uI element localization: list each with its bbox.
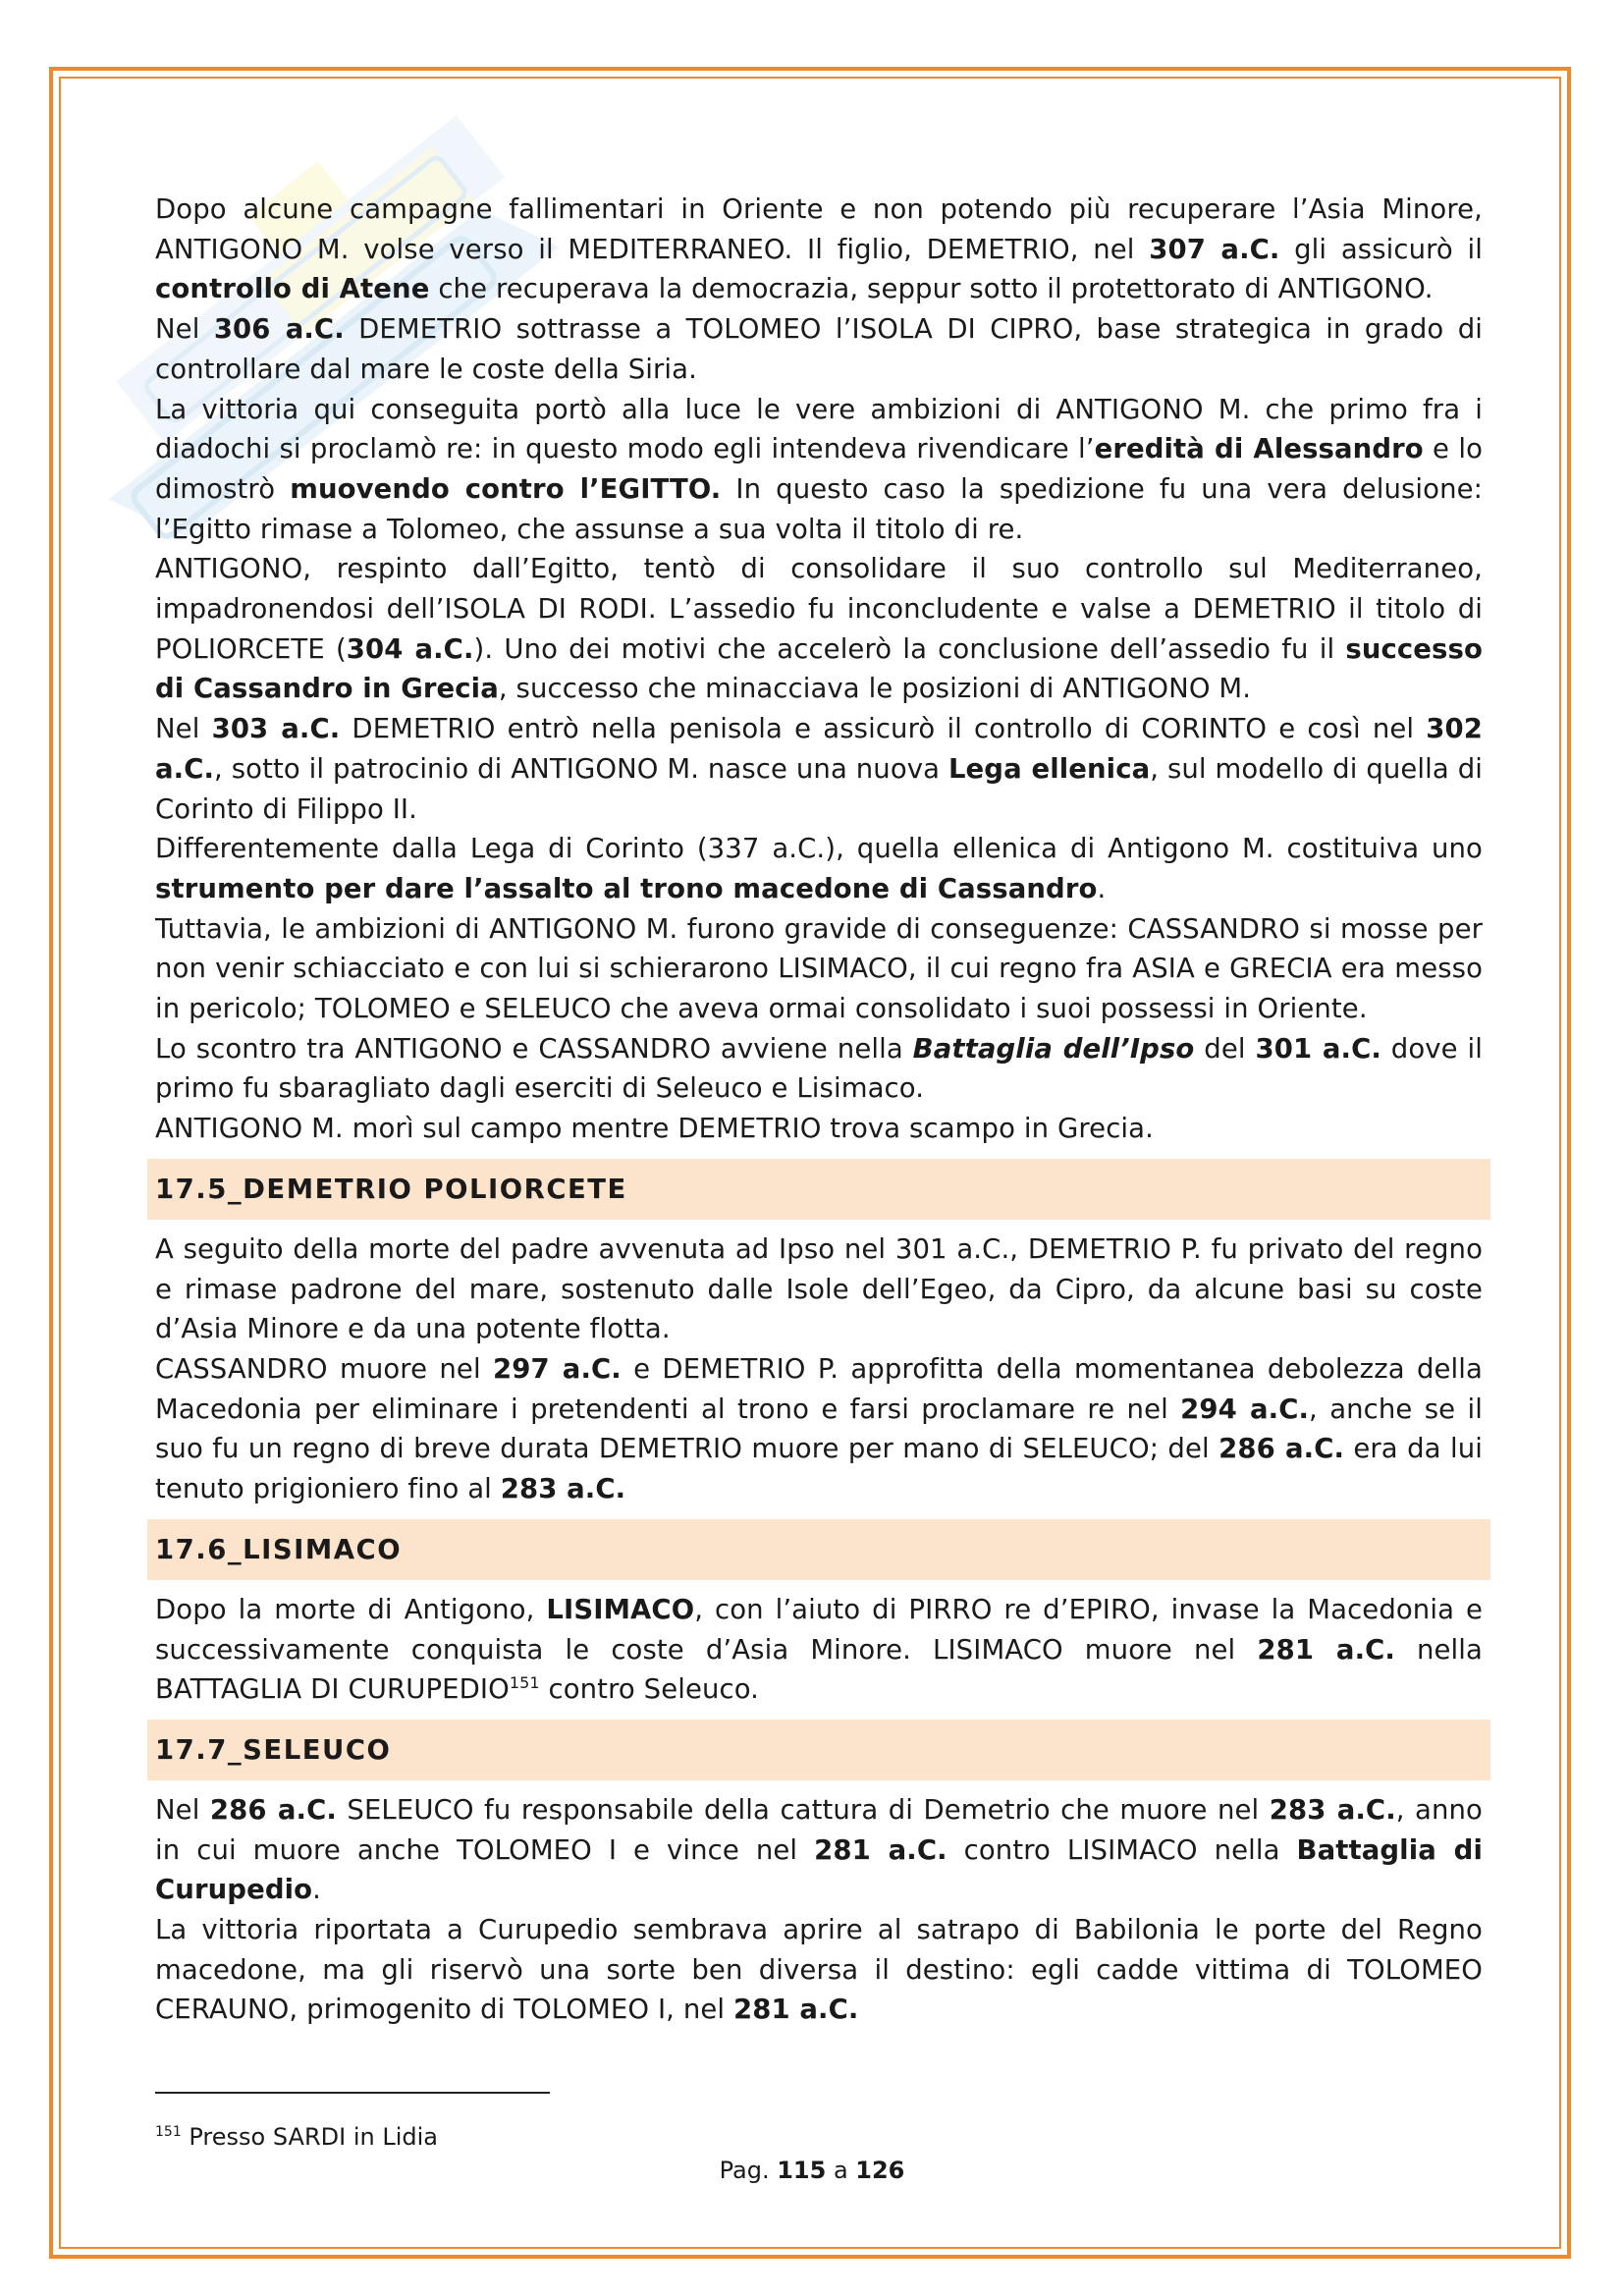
bold-text: 281 a.C.: [733, 1994, 859, 2026]
bold-text: 304 a.C.: [346, 632, 474, 665]
bold-text: controllo di Atene: [155, 273, 430, 305]
text-run: , anno in cui muore anche TOLOMEO I e vince nel: [155, 1793, 1483, 1866]
bold-text: 286 a.C.: [1218, 1433, 1345, 1465]
text-run: e DEMETRIO P. approfitta della momentanea debolezza della Macedonia per eliminare i pretendenti al trono e farsi proclamare re nel: [155, 1352, 1483, 1425]
section-heading-lisimaco: 17.6_LISIMACO: [147, 1519, 1490, 1580]
bold-text: 302 a.C.: [155, 713, 1483, 785]
section-seleuco-body: [155, 1790, 1483, 2030]
section-demetrio-body: [155, 1230, 1483, 1509]
bold-text: 294 a.C.: [1180, 1393, 1310, 1425]
page-number: [0, 2157, 1624, 2184]
page-sep: a: [826, 2157, 856, 2184]
text-run: ANTIGONO M. morì sul campo mentre DEMETRIO trova scampo in Grecia.: [155, 1113, 1154, 1145]
text-run: gli assicurò il: [1279, 233, 1483, 265]
text-run: In questo caso la spedizione fu una vera delusione: l’Egitto rimase a Tolomeo, che assunse a sua volta il titolo di re.: [155, 472, 1483, 545]
paragraph: [155, 829, 1483, 908]
text-run: Nel: [155, 1793, 210, 1826]
bold-text: 306 a.C.: [213, 313, 345, 346]
text-run: .: [312, 1874, 321, 1906]
text-run: dove il primo fu sbaragliato dagli eserciti di Seleuco e Lisimaco.: [155, 1032, 1484, 1105]
text-run: ANTIGONO, respinto dall’Egitto, tentò di consolidare il suo controllo sul Mediterraneo, impadronendosi dell’ISOLA DI RODI. L’assedio fu inconcludente e valse a DEMETRIO il titolo di POLIORCETE (: [155, 553, 1483, 665]
text-run: Dopo la morte di Antigono,: [155, 1593, 547, 1625]
bold-text: 286 a.C.: [209, 1793, 337, 1826]
text-run: , sul modello di quella di Corinto di Filippo II.: [155, 752, 1484, 825]
paragraph: [155, 1029, 1483, 1109]
paragraph: [155, 390, 1483, 550]
text-run: A seguito della morte del padre avvenuta ad Ipso nel 301 a.C., DEMETRIO P. fu privato del regno e rimase padrone del mare, sostenuto dalle Isole dell’Egeo, da Cipro, da alcune basi su coste d’Asia Minore e da una potente flotta.: [155, 1232, 1483, 1345]
paragraph: [155, 909, 1483, 1029]
text-run: contro LISIMACO nella: [947, 1833, 1297, 1866]
text-run: .: [1097, 872, 1107, 904]
bold-text: 283 a.C.: [500, 1473, 626, 1505]
text-run: che recuperava la democrazia, seppur sotto il protettorato di ANTIGONO.: [429, 273, 1434, 305]
bold-text: 283 a.C.: [1269, 1793, 1396, 1826]
bold-text: successo di Cassandro in Grecia: [155, 632, 1483, 705]
text-run: del: [1194, 1032, 1256, 1065]
text-run: Differentemente dalla Lega di Corinto (337 a.C.), quella ellenica di Antigono M. costituiva uno: [155, 833, 1483, 865]
text-run: , sotto il patrocinio di ANTIGONO M. nasce una nuova: [214, 752, 948, 785]
section-lisimaco-body: [155, 1590, 1483, 1710]
bold-text: 301 a.C.: [1255, 1032, 1381, 1065]
text-run: SELEUCO fu responsabile della cattura di Demetrio che muore nel: [336, 1793, 1270, 1826]
page-content: [155, 190, 1483, 2030]
text-run: La vittoria qui conseguita portò alla luce le vere ambizioni di ANTIGONO M. che primo fra i diadochi si proclamò re: in questo modo egli intendeva rivendicare l’: [155, 393, 1483, 465]
paragraph: [155, 549, 1483, 709]
footnote-number: 151: [155, 2124, 182, 2140]
text-run: DEMETRIO sottrasse a TOLOMEO l’ISOLA DI CIPRO, base strategica in grado di controllare dal mare le coste della Siria.: [155, 313, 1483, 385]
page-prefix: Pag.: [719, 2157, 778, 2184]
bold-text: Lega ellenica: [947, 752, 1151, 785]
bold-text: eredità di Alessandro: [1094, 433, 1424, 465]
text-run: La vittoria riportata a Curupedio sembrava aprire al satrapo di Babilonia le porte del Regno macedone, ma gli riservò una sorte ben diversa il destino: egli cadde vittima di TOLOMEO CERAUNO, primogenito di TOLOMEO I, nel: [155, 1914, 1483, 2026]
bold-text: muovendo contro l’EGITTO.: [290, 472, 722, 505]
bold-text: Battaglia di Curupedio: [155, 1833, 1483, 1906]
text-run: nella BATTAGLIA DI CURUPEDIO: [155, 1633, 1483, 1706]
text-run: era da lui tenuto prigioniero fino al: [155, 1433, 1483, 1505]
paragraph: [155, 1910, 1483, 2030]
bold-text: 281 a.C.: [1257, 1633, 1395, 1666]
text-run: CASSANDRO muore nel: [155, 1352, 493, 1385]
section-heading-seleuco: 17.7_SELEUCO: [147, 1720, 1490, 1780]
page-total: 126: [855, 2157, 905, 2184]
text-run: DEMETRIO entrò nella penisola e assicurò il controllo di CORINTO e così nel: [340, 713, 1427, 745]
paragraph: [155, 1790, 1483, 1910]
text-run: , successo che minacciava le posizioni di ANTIGONO M.: [498, 673, 1252, 705]
page-current: 115: [777, 2157, 827, 2184]
footnote-separator: [155, 2092, 550, 2094]
bold-text: 281 a.C.: [814, 1833, 947, 1866]
section-heading-demetrio: 17.5_DEMETRIO POLIORCETE: [147, 1159, 1490, 1220]
footnote-ref: 151: [509, 1673, 540, 1693]
text-run: Nel: [155, 713, 212, 745]
footnote: [155, 2122, 438, 2152]
paragraph: [155, 309, 1483, 389]
paragraph: [155, 190, 1483, 309]
text-run: Tuttavia, le ambizioni di ANTIGONO M. furono gravide di conseguenze: CASSANDRO si mosse per non venir schiacciato e con lui si schierarono LISIMACO, il cui regno fra ASIA e GRECIA era messo in pericolo; TOLOMEO e SELEUCO che aveva ormai consolidato i suoi possessi in Oriente.: [155, 912, 1483, 1025]
text-run: Lo scontro tra ANTIGONO e CASSANDRO avviene nella: [155, 1032, 913, 1065]
text-run: , anche se il suo fu un regno di breve durata DEMETRIO muore per mano di SELEUCO; del: [155, 1393, 1483, 1465]
bold-text: LISIMACO: [546, 1593, 695, 1625]
text-run: , con l’aiuto di PIRRO re d’EPIRO, invase la Macedonia e successivamente conquista le coste d’Asia Minore. LISIMACO muore nel: [155, 1593, 1483, 1666]
text-run: e lo dimostrò: [155, 433, 1483, 505]
text-run: Dopo alcune campagne fallimentari in Oriente e non potendo più recuperare l’Asia Minore, ANTIGONO M. volse verso il MEDITERRANEO. Il figlio, DEMETRIO, nel: [155, 193, 1483, 265]
paragraph: [155, 1230, 1483, 1349]
paragraph: [155, 1590, 1483, 1710]
bold-text: 297 a.C.: [492, 1352, 622, 1385]
bold-text: 303 a.C.: [211, 713, 341, 745]
text-run: ). Uno dei motivi che accelerò la conclusione dell’assedio fu il: [473, 632, 1346, 665]
bold-text: strumento per dare l’assalto al trono macedone di Cassandro: [155, 872, 1098, 904]
bold-text: Battaglia dell’Ipso: [912, 1032, 1195, 1065]
footnote-text: Presso SARDI in Lidia: [189, 2123, 438, 2151]
text-run: contro Seleuco.: [539, 1673, 760, 1706]
bold-text: 307 a.C.: [1149, 233, 1280, 265]
paragraph: [155, 1349, 1483, 1509]
paragraph: [155, 1109, 1483, 1149]
intro-paragraphs: [155, 190, 1483, 1149]
paragraph: [155, 709, 1483, 829]
text-run: Nel: [155, 313, 214, 346]
